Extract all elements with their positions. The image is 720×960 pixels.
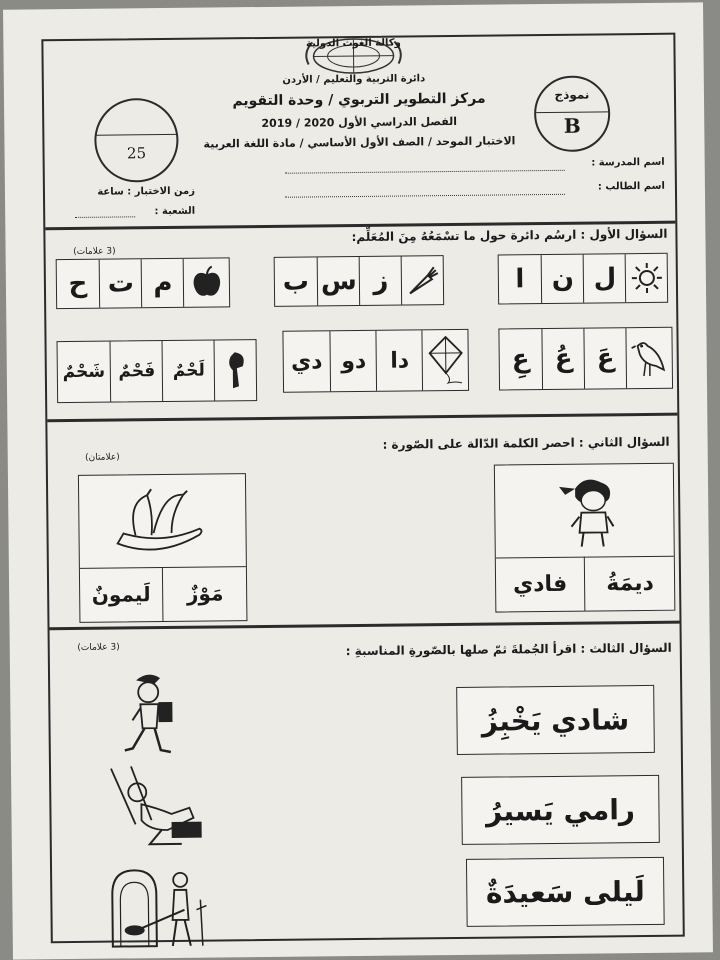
q2-word[interactable]: ديمَةُ (606, 570, 655, 596)
student-field[interactable] (285, 194, 565, 198)
school-label: اسم المدرسة : (591, 156, 665, 169)
q1-letter-cell[interactable]: ز (359, 257, 403, 305)
q1-group-sun (498, 253, 669, 305)
q1-syllable-cell[interactable]: دا (375, 330, 423, 390)
q1-letter-cell[interactable]: ب (282, 266, 310, 297)
q1-letter-cell[interactable]: ت (99, 259, 143, 307)
q1-marks: (3 علامات) (73, 246, 116, 257)
q2-marks: (علامتان) (85, 452, 120, 463)
logo-text: وكالة الغوث الدولية (305, 37, 401, 50)
meat-icon (214, 340, 258, 400)
semester-line: الفصل الدراسي الأول 2020 / 2019 (261, 114, 458, 130)
q3-sentence[interactable]: لَيلى سَعيدَةٌ (466, 857, 665, 927)
q1-syllable-cell[interactable]: دو (329, 331, 377, 391)
banana-icon (107, 482, 218, 563)
q2-word[interactable]: فادي (512, 571, 568, 597)
q1-syllable-cell[interactable]: عُ (541, 329, 585, 389)
exam-line: الاختبار الموحد / الصف الأول الأساسي / مادة اللغة العربية (203, 134, 516, 151)
student-label: اسم الطالب : (597, 180, 665, 193)
q2-item-girl (494, 463, 676, 613)
q1-group-kite (282, 329, 469, 393)
q2-title: السؤال الثاني : احصر الكلمة الدّالة على الصّورة : (382, 434, 670, 452)
page-frame (41, 33, 684, 944)
time-label: زمن الاختبار : ساعة (97, 185, 196, 198)
q2-item-banana (78, 473, 248, 623)
q1-letter-cell[interactable]: س (317, 257, 361, 305)
model-label: نموذج (554, 87, 590, 102)
q1-word-cell[interactable]: لَحْمٌ (162, 340, 216, 401)
q1-letter-cell[interactable]: ح (68, 268, 88, 300)
q2-word[interactable]: مَوْزٌ (186, 581, 224, 606)
girl-swing-icon[interactable] (101, 764, 212, 855)
sun-icon (625, 254, 669, 302)
q1-syllable-cell[interactable]: عَ (583, 328, 627, 388)
q1-syllable-cell[interactable]: دي (290, 348, 323, 375)
q1-word-cell[interactable]: شَحْمٌ (62, 361, 106, 383)
q3-sentence[interactable]: رامي يَسيرُ (461, 775, 660, 845)
section-field[interactable] (75, 216, 135, 218)
q1-word-cell[interactable]: فَحْمٌ (110, 341, 164, 402)
q3-marks: (3 علامات) (77, 642, 120, 653)
center-title: مركز التطوير التربوي / وحدة التقويم (232, 90, 486, 110)
q1-letter-cell[interactable]: م (141, 259, 185, 307)
q3-sentence[interactable]: شادي يَخْبِزُ (456, 685, 655, 755)
school-field[interactable] (285, 170, 565, 174)
q1-letter-cell[interactable]: ن (541, 255, 585, 303)
q1-group-bird (498, 327, 673, 391)
dept-line: دائرة التربية والتعليم / الأردن (282, 73, 426, 86)
q1-group-apple (56, 257, 231, 309)
boy-walking-icon[interactable] (112, 670, 193, 761)
carrot-icon (401, 256, 445, 304)
bird-icon (625, 328, 673, 388)
girl-icon (535, 470, 636, 551)
exam-paper (3, 2, 713, 959)
q2-word[interactable]: لَيمونٌ (91, 582, 151, 607)
baker-oven-icon[interactable] (106, 860, 217, 951)
q1-group-meat (57, 339, 258, 403)
model-circle (534, 75, 611, 152)
section-label: الشعبة : (154, 205, 196, 218)
q3-title: السؤال الثالث : اقرأ الجُملةَ ثمّ صلها بالصّورةِ المناسبةِ : (345, 640, 672, 659)
q1-syllable-cell[interactable]: عِ (511, 344, 530, 375)
q1-letter-cell[interactable]: ل (583, 254, 627, 302)
kite-icon (421, 330, 469, 390)
q1-title: السؤال الأول : ارسُم دائرة حول ما تسْمَعُهُ مِنَ المُعَلِّم: (351, 226, 668, 245)
apple-icon (183, 258, 231, 306)
score-value: 25 (126, 144, 147, 163)
q1-group-carrot (274, 255, 445, 307)
model-value: B (563, 113, 581, 138)
score-circle (94, 98, 179, 183)
divider-2 (47, 413, 677, 423)
q1-letter-cell[interactable]: ا (515, 264, 525, 295)
